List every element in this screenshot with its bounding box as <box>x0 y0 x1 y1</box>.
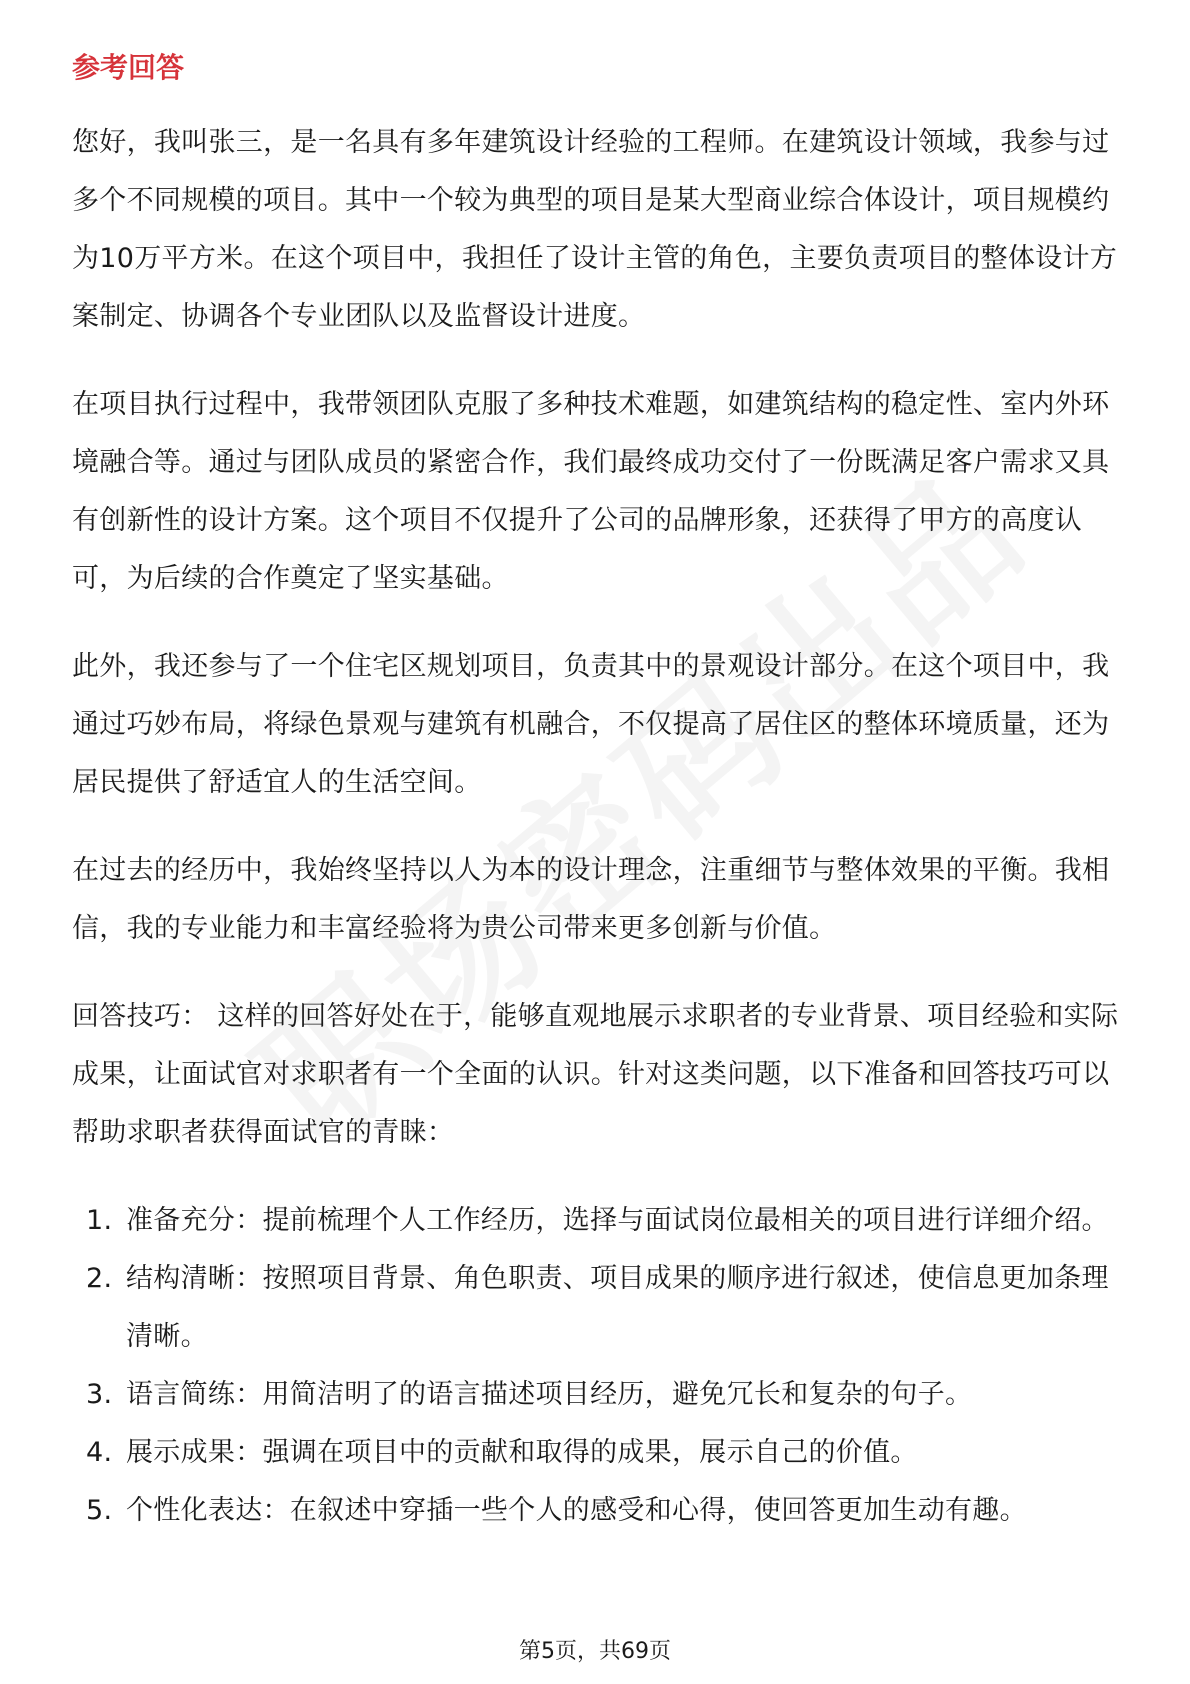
answer-paragraph-2: 在项目执行过程中，我带领团队克服了多种技术难题，如建筑结构的稳定性、室内外环境融合等。通过与团队成员的紧密合作，我们最终成功交付了一份既满足客户需求又具有创新性的设计方案。这个项目不仅提升了公司的品牌形象，还获得了甲方的高度认可，为后续的合作奠定了坚实基础。 <box>72 389 1110 594</box>
answer-paragraph-4: 在过去的经历中，我始终坚持以人为本的设计理念，注重细节与整体效果的平衡。我相信，我的专业能力和丰富经验将为贵公司带来更多创新与价值。 <box>72 855 1110 944</box>
tip-item <box>72 1482 1120 1540</box>
tip-number: 5. <box>86 1495 113 1526</box>
tip-item <box>72 1424 1120 1482</box>
answer-tips-intro: 回答技巧： 这样的回答好处在于，能够直观地展示求职者的专业背景、项目经验和实际成果，让面试官对求职者有一个全面的认识。针对这类问题，以下准备和回答技巧可以帮助求职者获得面试官的青睐： <box>72 1001 1119 1148</box>
tip-text: 展示成果：强调在项目中的贡献和取得的成果，展示自己的价值。 <box>126 1437 918 1468</box>
tip-number: 4. <box>86 1437 113 1468</box>
tip-number: 3. <box>86 1379 113 1410</box>
answer-paragraph-3: 此外，我还参与了一个住宅区规划项目，负责其中的景观设计部分。在这个项目中，我通过巧妙布局，将绿色景观与建筑有机融合，不仅提高了居住区的整体环境质量，还为居民提供了舒适宜人的生活空间。 <box>72 651 1110 798</box>
tip-item <box>72 1250 1120 1366</box>
tip-text: 个性化表达：在叙述中穿插一些个人的感受和心得，使回答更加生动有趣。 <box>126 1495 1027 1526</box>
tip-text: 语言简练：用简洁明了的语言描述项目经历，避免冗长和复杂的句子。 <box>126 1379 973 1410</box>
page-number-footer: 第5页，共69页 <box>519 1639 671 1664</box>
tips-list <box>72 1192 1120 1540</box>
tip-item <box>72 1366 1120 1424</box>
page-content <box>72 48 1120 1540</box>
tip-text: 准备充分：提前梳理个人工作经历，选择与面试岗位最相关的项目进行详细介绍。 <box>126 1205 1109 1236</box>
tip-number: 1. <box>86 1205 113 1236</box>
section-heading: 参考回答 <box>72 51 185 84</box>
answer-paragraph-1: 您好，我叫张三，是一名具有多年建筑设计经验的工程师。在建筑设计领域，我参与过多个不同规模的项目。其中一个较为典型的项目是某大型商业综合体设计，项目规模约为10万平方米。在这个项目中，我担任了设计主管的角色，主要负责项目的整体设计方案制定、协调各个专业团队以及监督设计进度。 <box>72 127 1118 332</box>
tip-item <box>72 1192 1120 1250</box>
tip-text: 结构清晰：按照项目背景、角色职责、项目成果的顺序进行叙述，使信息更加条理清晰。 <box>126 1263 1109 1352</box>
tip-number: 2. <box>86 1263 113 1294</box>
